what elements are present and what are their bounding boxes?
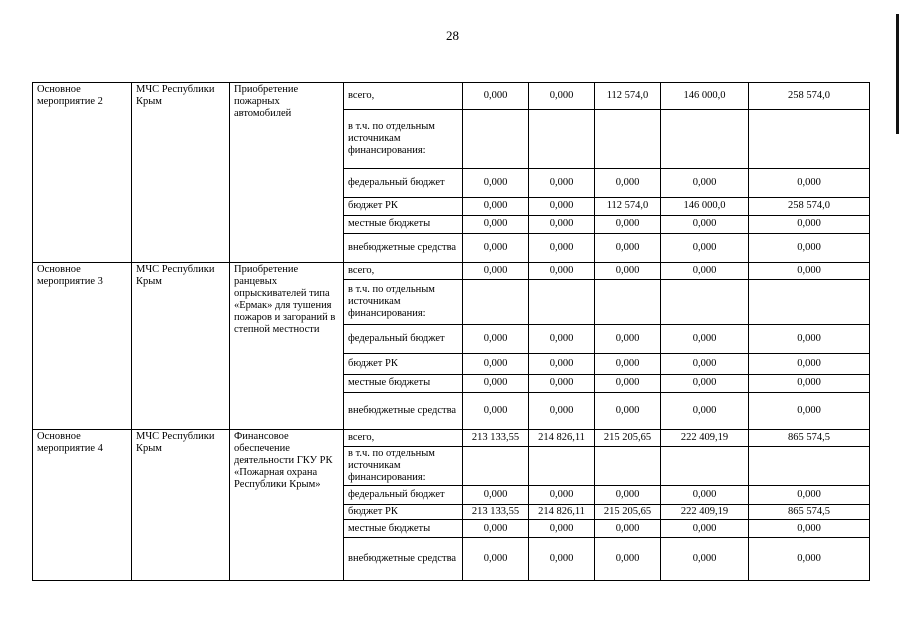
year-value-cell <box>529 280 595 325</box>
year-value-cell: 0,000 <box>595 486 661 505</box>
total-value-cell: 0,000 <box>749 234 870 263</box>
year-value-cell: 0,000 <box>463 486 529 505</box>
total-value-cell: 258 574,0 <box>749 198 870 216</box>
year-value-cell: 0,000 <box>463 234 529 263</box>
year-value-cell: 0,000 <box>595 234 661 263</box>
year-value-cell: 0,000 <box>595 354 661 375</box>
year-value-cell: 0,000 <box>463 354 529 375</box>
year-value-cell: 0,000 <box>529 393 595 430</box>
table-row <box>33 83 870 110</box>
description-cell: Приобретение пожарных автомобилей <box>230 83 344 263</box>
year-value-cell: 0,000 <box>595 393 661 430</box>
total-value-cell: 0,000 <box>749 375 870 393</box>
year-value-cell: 146 000,0 <box>661 83 749 110</box>
year-value-cell: 215 205,65 <box>595 430 661 447</box>
year-value-cell: 146 000,0 <box>661 198 749 216</box>
year-value-cell: 0,000 <box>661 520 749 538</box>
funding-source-cell: в т.ч. по отдельным источникам финансирования: <box>344 110 463 169</box>
total-value-cell: 0,000 <box>749 169 870 198</box>
total-value-cell: 0,000 <box>749 325 870 354</box>
funding-source-cell: в т.ч. по отдельным источникам финансирования: <box>344 447 463 486</box>
table-row <box>33 263 870 280</box>
year-value-cell: 0,000 <box>595 520 661 538</box>
funding-source-cell: местные бюджеты <box>344 520 463 538</box>
year-value-cell: 0,000 <box>463 169 529 198</box>
total-value-cell: 865 574,5 <box>749 430 870 447</box>
year-value-cell: 0,000 <box>661 486 749 505</box>
year-value-cell: 0,000 <box>661 216 749 234</box>
funding-source-cell: бюджет РК <box>344 505 463 520</box>
year-value-cell: 0,000 <box>463 393 529 430</box>
year-value-cell: 0,000 <box>661 375 749 393</box>
year-value-cell: 0,000 <box>661 393 749 430</box>
year-value-cell: 0,000 <box>529 375 595 393</box>
year-value-cell: 0,000 <box>595 375 661 393</box>
year-value-cell: 0,000 <box>661 169 749 198</box>
year-value-cell: 0,000 <box>661 325 749 354</box>
year-value-cell: 0,000 <box>463 520 529 538</box>
total-value-cell: 0,000 <box>749 354 870 375</box>
measure-cell: Основное мероприятие 4 <box>33 430 132 581</box>
page-edge-mark <box>896 14 899 134</box>
year-value-cell: 214 826,11 <box>529 505 595 520</box>
page-number: 28 <box>446 28 459 43</box>
year-value-cell <box>463 447 529 486</box>
total-value-cell: 0,000 <box>749 393 870 430</box>
year-value-cell: 0,000 <box>595 325 661 354</box>
executor-cell: МЧС Республики Крым <box>132 83 230 263</box>
total-value-cell: 865 574,5 <box>749 505 870 520</box>
year-value-cell: 0,000 <box>529 234 595 263</box>
year-value-cell <box>595 447 661 486</box>
total-value-cell: 0,000 <box>749 520 870 538</box>
year-value-cell: 0,000 <box>595 169 661 198</box>
year-value-cell: 0,000 <box>529 83 595 110</box>
funding-source-cell: местные бюджеты <box>344 216 463 234</box>
year-value-cell: 0,000 <box>529 263 595 280</box>
year-value-cell: 213 133,55 <box>463 505 529 520</box>
year-value-cell: 0,000 <box>595 538 661 581</box>
funding-table <box>32 82 870 581</box>
year-value-cell: 222 409,19 <box>661 505 749 520</box>
year-value-cell: 0,000 <box>463 263 529 280</box>
year-value-cell <box>595 280 661 325</box>
funding-source-cell: внебюджетные средства <box>344 393 463 430</box>
year-value-cell: 0,000 <box>595 263 661 280</box>
year-value-cell: 0,000 <box>529 198 595 216</box>
total-value-cell <box>749 110 870 169</box>
year-value-cell <box>661 110 749 169</box>
year-value-cell: 0,000 <box>529 354 595 375</box>
year-value-cell: 0,000 <box>661 538 749 581</box>
year-value-cell <box>595 110 661 169</box>
total-value-cell: 0,000 <box>749 538 870 581</box>
year-value-cell: 0,000 <box>463 325 529 354</box>
year-value-cell: 0,000 <box>529 538 595 581</box>
year-value-cell: 0,000 <box>463 538 529 581</box>
year-value-cell <box>463 110 529 169</box>
funding-source-cell: в т.ч. по отдельным источникам финансирования: <box>344 280 463 325</box>
year-value-cell: 0,000 <box>661 354 749 375</box>
funding-source-cell: бюджет РК <box>344 198 463 216</box>
year-value-cell: 0,000 <box>529 520 595 538</box>
total-value-cell: 0,000 <box>749 486 870 505</box>
funding-source-cell: внебюджетные средства <box>344 538 463 581</box>
year-value-cell: 0,000 <box>529 216 595 234</box>
funding-source-cell: внебюджетные средства <box>344 234 463 263</box>
year-value-cell: 0,000 <box>661 263 749 280</box>
year-value-cell: 0,000 <box>529 486 595 505</box>
year-value-cell: 0,000 <box>463 198 529 216</box>
year-value-cell: 0,000 <box>463 375 529 393</box>
funding-source-cell: федеральный бюджет <box>344 169 463 198</box>
description-cell: Приобретение ранцевых опрыскивателей типа «Ермак» для тушения пожаров и загораний в степной местности <box>230 263 344 430</box>
year-value-cell: 0,000 <box>595 216 661 234</box>
year-value-cell <box>463 280 529 325</box>
description-cell: Финансовое обеспечение деятельности ГКУ РК «Пожарная охрана Республики Крым» <box>230 430 344 581</box>
year-value-cell: 0,000 <box>463 216 529 234</box>
year-value-cell <box>661 447 749 486</box>
funding-source-cell: федеральный бюджет <box>344 486 463 505</box>
year-value-cell: 0,000 <box>529 169 595 198</box>
funding-source-cell: всего, <box>344 430 463 447</box>
year-value-cell: 213 133,55 <box>463 430 529 447</box>
funding-source-cell: бюджет РК <box>344 354 463 375</box>
year-value-cell: 0,000 <box>463 83 529 110</box>
year-value-cell: 0,000 <box>529 325 595 354</box>
measure-cell: Основное мероприятие 2 <box>33 83 132 263</box>
year-value-cell: 215 205,65 <box>595 505 661 520</box>
funding-source-cell: местные бюджеты <box>344 375 463 393</box>
year-value-cell: 112 574,0 <box>595 83 661 110</box>
total-value-cell <box>749 280 870 325</box>
total-value-cell: 258 574,0 <box>749 83 870 110</box>
funding-source-cell: всего, <box>344 263 463 280</box>
measure-cell: Основное мероприятие 3 <box>33 263 132 430</box>
year-value-cell: 214 826,11 <box>529 430 595 447</box>
table-row <box>33 430 870 447</box>
funding-source-cell: всего, <box>344 83 463 110</box>
total-value-cell: 0,000 <box>749 216 870 234</box>
year-value-cell <box>529 110 595 169</box>
executor-cell: МЧС Республики Крым <box>132 430 230 581</box>
year-value-cell: 0,000 <box>661 234 749 263</box>
year-value-cell <box>661 280 749 325</box>
year-value-cell: 222 409,19 <box>661 430 749 447</box>
funding-source-cell: федеральный бюджет <box>344 325 463 354</box>
year-value-cell <box>529 447 595 486</box>
total-value-cell <box>749 447 870 486</box>
executor-cell: МЧС Республики Крым <box>132 263 230 430</box>
year-value-cell: 112 574,0 <box>595 198 661 216</box>
total-value-cell: 0,000 <box>749 263 870 280</box>
